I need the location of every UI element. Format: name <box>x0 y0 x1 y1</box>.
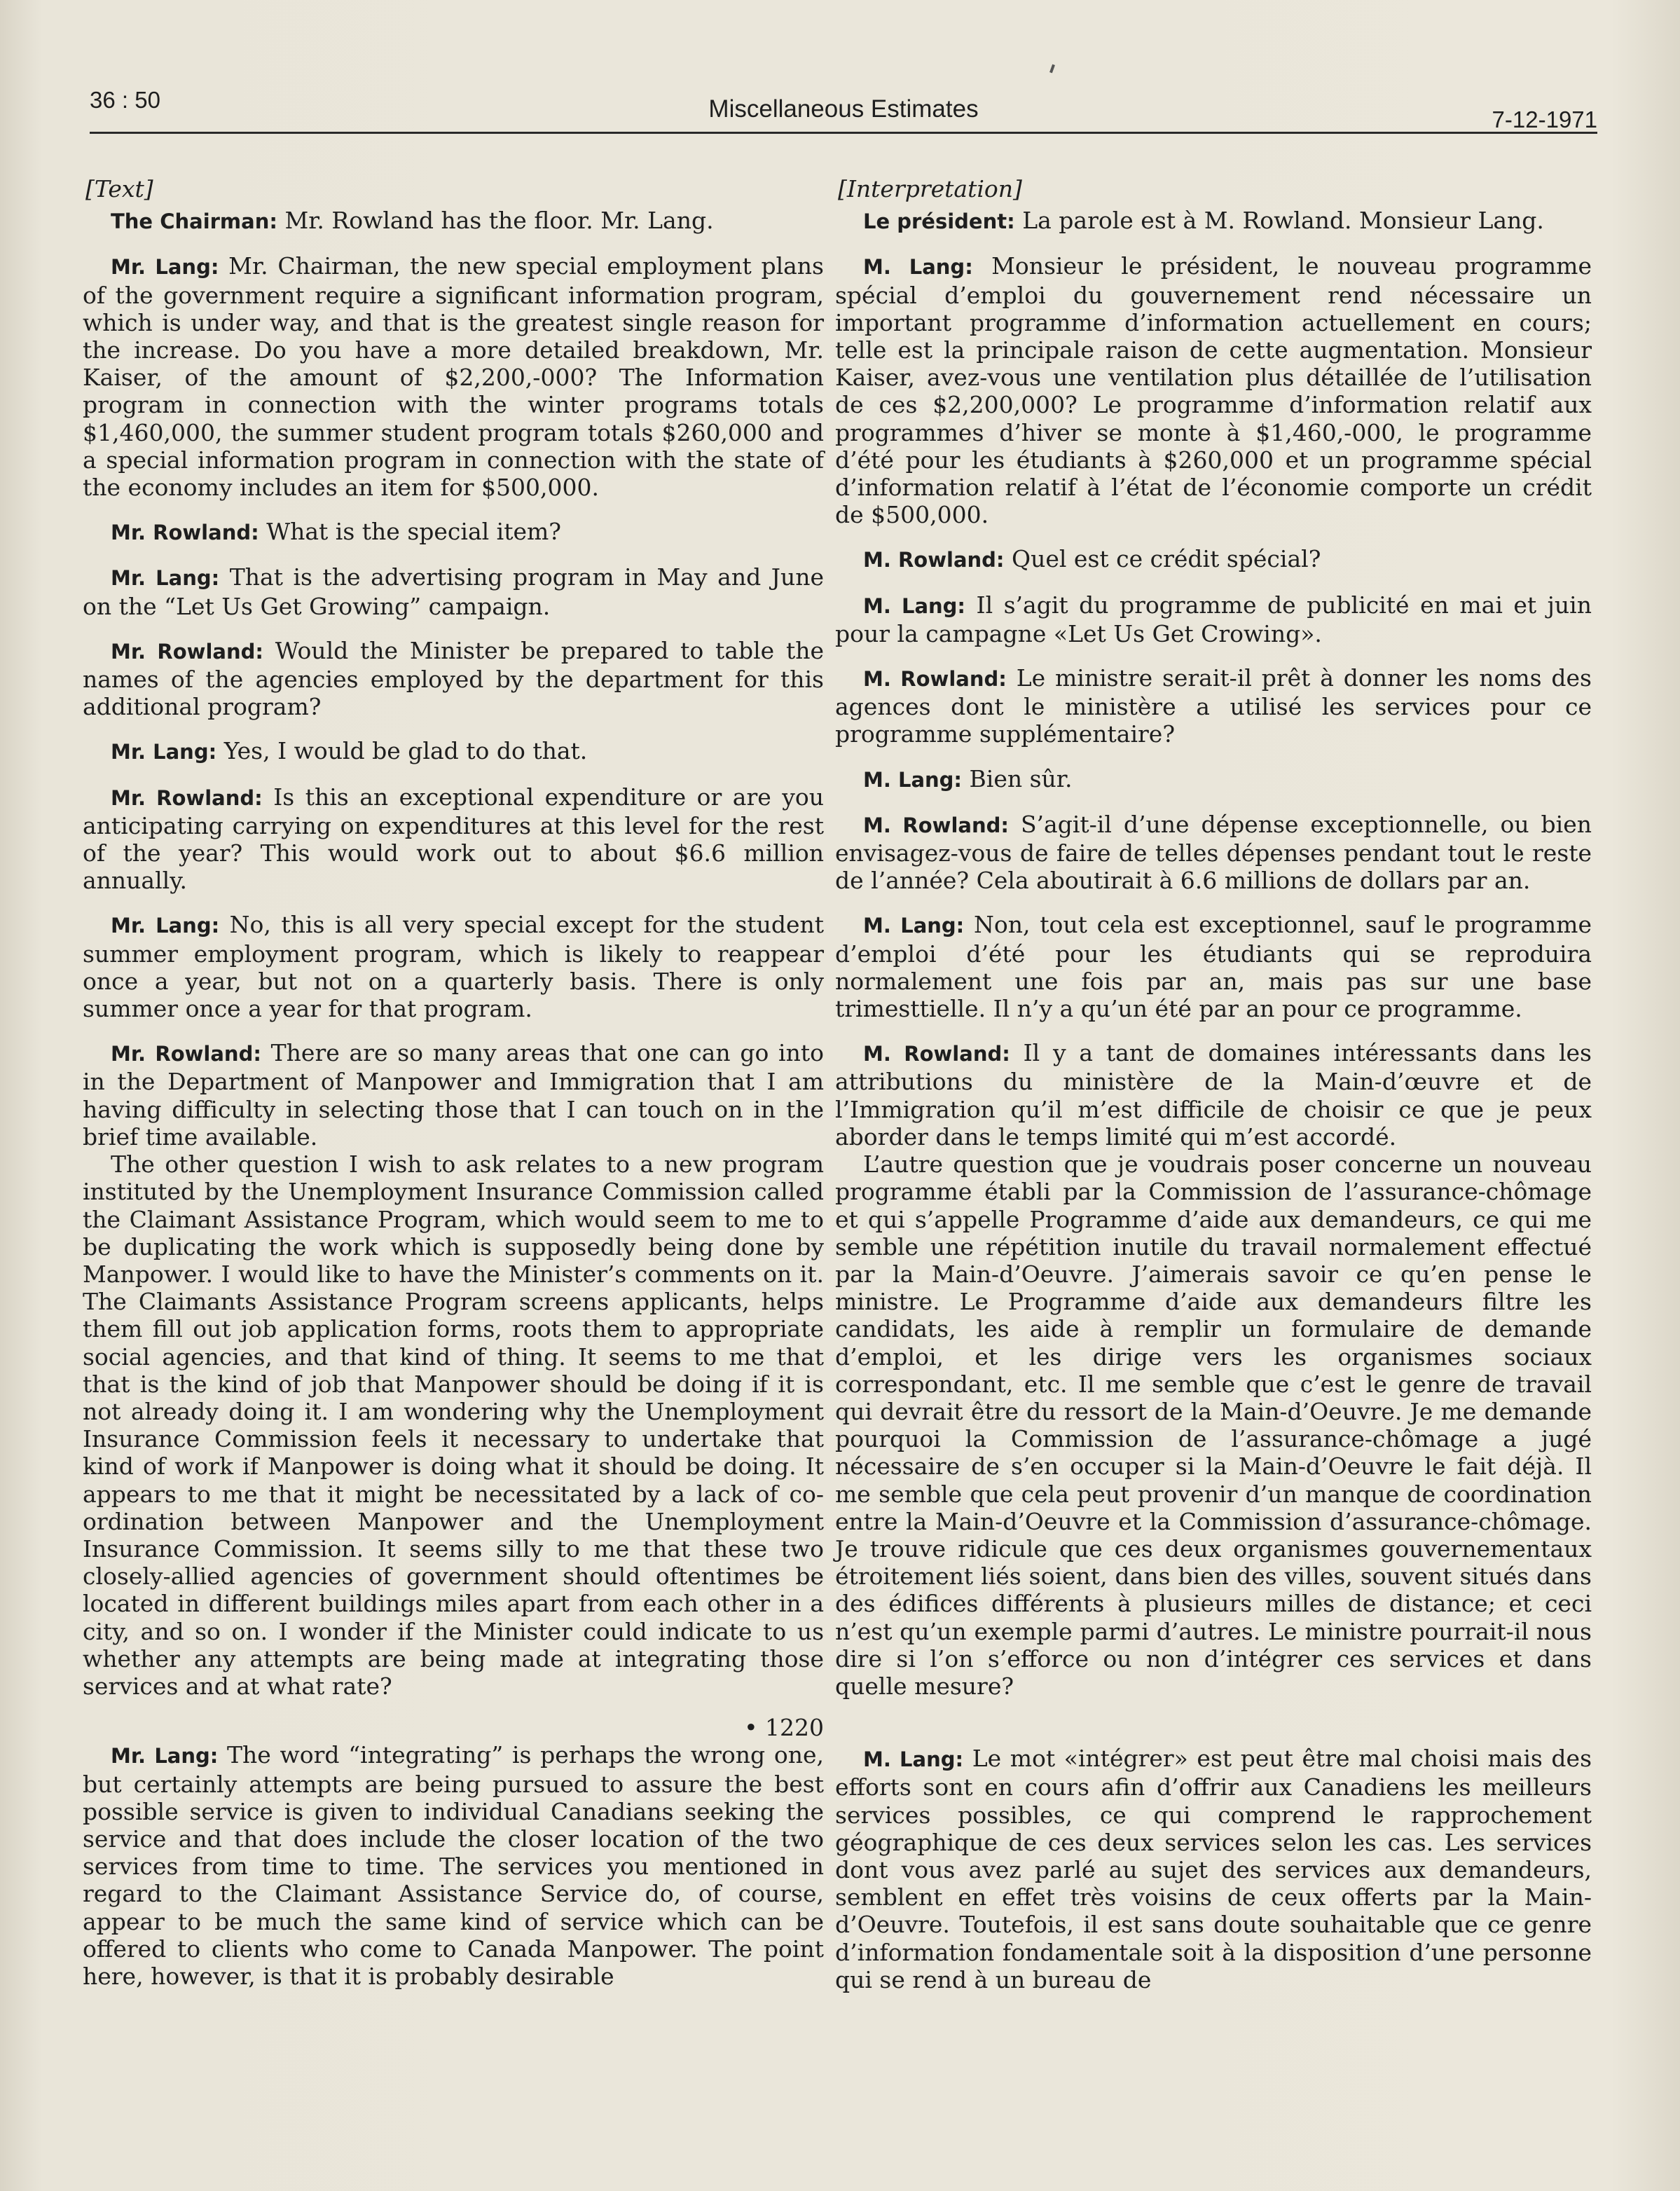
paragraph-text: What is the special item? <box>266 518 561 546</box>
paragraph-text: Mr. Chairman, the new special employment plans of the government require a significant information program, which is under way, and that is the greatest single reason for the increase. Do you have a more detailed breakdown, Mr. Kaiser, of the amount of $2,200,-000? The Information program in connection with the winter programs totals $1,460,000, the summer student program totals $260,000 and a special information program in connection with the state of the economy includes an item for $500,000. <box>83 252 824 502</box>
speaker-name: Mr. Rowland: <box>111 521 259 545</box>
speaker-name: The Chairman: <box>111 210 277 234</box>
speaker-name: Mr. Lang: <box>111 566 220 591</box>
section-label-text: [Text] <box>85 175 153 202</box>
paragraph-text: Mr. Rowland has the floor. Mr. Lang. <box>284 207 714 235</box>
paragraph-text: Non, tout cela est exceptionnel, sauf le programme d’emploi d’été pour les étudiants qui se reproduira normalement une fois par an, mais pas sur une base trimesttielle. Il n’y a qu’un été par an pour ce programme. <box>835 911 1592 1023</box>
section-label-interpretation: [Interpretation] <box>838 175 1022 202</box>
speaker-name: M. Lang: <box>863 1747 964 1772</box>
paragraph <box>83 207 824 235</box>
speaker-name: M. Lang: <box>863 914 965 938</box>
page-header <box>90 83 1597 134</box>
speaker-name: Mr. Lang: <box>111 914 220 938</box>
paragraph <box>83 1741 824 1990</box>
paragraph-text: The other question I wish to ask relates to a new program instituted by the Unemployment Insurance Commission called the Claimant Assistance Program, which would seem to me to be duplicating the work which is supposedly being done by Manpower. I would like to have the Minister’s comments on it. The Claimants Assistance Program screens applicants, helps them fill out job application forms, roots them to appropriate social agencies, and that kind of thing. It seems to me that that is the kind of job that Manpower should be doing if it is not already doing it. I am wondering why the Unemployment Insurance Commission feels it necessary to undertake that kind of work if Manpower is doing what it should be doing. It appears to me that it might be necessitated by a lack of co-ordination between Manpower and the Unemployment Insurance Commission. It seems silly to me that these two closely-allied agencies of government should oftentimes be located in different buildings miles apart from each other in a city, and so on. I wonder if the Minister could indicate to us whether any attempts are being made at integrating those services and at what rate? <box>83 1151 824 1700</box>
speaker-name: M. Lang: <box>863 255 973 280</box>
paragraph-text: Il s’agit du programme de publicité en mai et juin pour la campagne «Let Us Get Crowing». <box>835 591 1592 647</box>
paragraph <box>835 207 1592 235</box>
paragraph <box>835 545 1592 574</box>
paragraph-text: Yes, I would be glad to do that. <box>223 737 588 765</box>
paragraph-text: Would the Minister be prepared to table the names of the agencies employed by the department for this additional program? <box>83 636 824 721</box>
paragraph <box>835 591 1592 647</box>
speaker-name: M. Rowland: <box>863 548 1005 572</box>
paragraph <box>835 1151 1592 1700</box>
paragraph <box>83 911 824 1022</box>
paragraph <box>835 664 1592 748</box>
paragraph <box>835 252 1592 528</box>
paragraph <box>835 1745 1592 1993</box>
paragraph <box>83 518 824 547</box>
page-number: 36 : 50 <box>90 87 160 113</box>
paragraph-text: Le mot «intégrer» est peut être mal choisi mais des efforts sont en cours afin d’offrir aux Canadiens les meilleurs services possibles, ce qui comprend le rapprochement géographique de ces deux services selon les cas. Les services dont vous avez parlé au sujet des services aux demandeurs, semblent en effet très voisins de ceux offerts par la Main-d’Oeuvre. Toutefois, il est sans doute souhaitable que ce genre d’information fondamentale soit à la disposition d’une personne qui se rend à un bureau de <box>835 1745 1592 1993</box>
paragraph <box>835 1039 1592 1151</box>
english-column <box>83 175 824 2007</box>
spacer <box>835 1717 1592 1745</box>
paragraph-text: Is this an exceptional expenditure or are you anticipating carrying on expenditures at this level for the rest of the year? This would work out to about $6.6 million annually. <box>83 783 825 895</box>
paragraph-text: Quel est ce crédit spécial? <box>1012 545 1321 573</box>
page-title: Miscellaneous Estimates <box>708 95 979 123</box>
ink-mark <box>1049 64 1055 74</box>
paragraph <box>83 737 824 766</box>
paragraph <box>83 563 824 619</box>
speaker-name: Mr. Rowland: <box>111 639 263 664</box>
speaker-name: M. Rowland: <box>863 1042 1010 1066</box>
speaker-name: M. Rowland: <box>863 813 1009 837</box>
paragraph <box>83 1039 824 1151</box>
speaker-name: Mr. Lang: <box>111 255 219 280</box>
paragraph <box>835 911 1592 1022</box>
paragraph <box>83 637 824 721</box>
paragraph <box>835 765 1592 794</box>
paragraph-text: That is the advertising program in May and June on the “Let Us Get Growing” campaign. <box>83 563 824 620</box>
paragraph-text: Il y a tant de domaines intéressants dans les attributions du ministère de la Main-d’œuvre et de l’Immigration qu’il m’est difficile de choisir ce que je peux aborder dans le temps limité qui m’est accordé. <box>835 1039 1592 1151</box>
paragraph-text: Bien sûr. <box>969 764 1073 792</box>
speaker-name: Mr. Lang: <box>111 740 217 764</box>
french-column <box>835 175 1592 2010</box>
paragraph-text: S’agit-il d’une dépense exceptionnelle, ou bien envisagez-vous de faire de telles dépenses pendant tout le reste de l’année? Cela aboutirait à 6.6 millions de dollars par an. <box>835 810 1592 895</box>
paragraph-text: La parole est à M. Rowland. Monsieur Lang. <box>1022 207 1544 235</box>
speaker-name: M. Lang: <box>863 593 966 618</box>
paragraph <box>83 783 824 895</box>
paragraph-text: There are so many areas that one can go into in the Department of Manpower and Immigration that I am having difficulty in selecting those that I can touch on in the brief time available. <box>83 1039 824 1151</box>
speaker-name: Le président: <box>863 210 1015 234</box>
paragraph-text: No, this is all very special except for the student summer employment program, which is likely to reappear once a year, but not on a quarterly basis. There is only summer once a year for that program. <box>83 911 824 1023</box>
speaker-name: M. Rowland: <box>863 667 1007 692</box>
speaker-name: Mr. Lang: <box>111 1744 219 1768</box>
paragraph <box>83 252 824 501</box>
speaker-name: Mr. Rowland: <box>111 1042 261 1066</box>
paragraph-text: L’autre question que je voudrais poser concerne un nouveau programme établi par la Commission de l’assurance-chômage et qui s’appelle Programme d’aide aux demandeurs, ce qui me semble une répétition inutile du travail normalement effectué par la Main-d’Oeuvre. J’aimerais savoir ce qu’en pense le ministre. Le Programme d’aide aux demandeurs filtre les candidats, les aide à remplir un formulaire de demande d’emploi, et les dirige vers les organismes sociaux correspondant, etc. Il me semble que c’est le genre de travail qui devrait être du ressort de la Main-d’Oeuvre. Je me demande pourquoi la Commission de l’assurance-chômage a jugé nécessaire de s’en occuper si la Main-d’Oeuvre le fait déjà. Il me semble que cela peut provenir d’un manque de coordination entre la Main-d’Oeuvre et la Commission d’assurance-chômage. Je trouve ridicule que ces deux organismes gouvernementaux étroitement liés soient, dans bien des villes, souvent situés dans des édifices différents à plusieurs milles de distance; et ceci n’est qu’un exemple parmi d’autres. Le ministre pourrait-il nous dire si l’on s’efforce ou non d’intégrer ces services et dans quelle mesure? <box>835 1151 1592 1700</box>
paragraph <box>83 1151 824 1700</box>
paragraph-text: Monsieur le président, le nouveau programme spécial d’emploi du gouvernement rend nécessaire un important programme d’information actuellement en cours; telle est la principale raison de cette augmentation. Monsieur Kaiser, avez-vous une ventilation plus détaillée de l’utilisation de ces $2,200,000? Le programme d’information relatif aux programmes d’hiver se monte à $1,460,-000, le programme d’été pour les étudiants à $260,000 et un programme spécial d’information relatif à l’état de l’économie comporte un crédit de $500,000. <box>835 252 1592 529</box>
paragraph-text: Le ministre serait-il prêt à donner les noms des agences dont le ministère a utilisé les services pour ce programme supplémentaire? <box>835 664 1592 748</box>
speaker-name: M. Lang: <box>863 767 963 792</box>
time-marker: • 1220 <box>744 1714 824 1742</box>
paragraph-text: The word “integrating” is perhaps the wrong one, but certainly attempts are being pursued to assure the best possible service is given to individual Canadians seeking the service and that does include the closer location of the two services from time to time. The services you mentioned in regard to the Claimant Assistance Service do, of course, appear to be much the same kind of service which can be offered to clients who come to Canada Manpower. The point here, however, is that it is probably desirable <box>83 1741 824 1990</box>
paragraph <box>835 811 1592 895</box>
header-date: 7-12-1971 <box>1492 107 1597 132</box>
speaker-name: Mr. Rowland: <box>111 785 263 810</box>
